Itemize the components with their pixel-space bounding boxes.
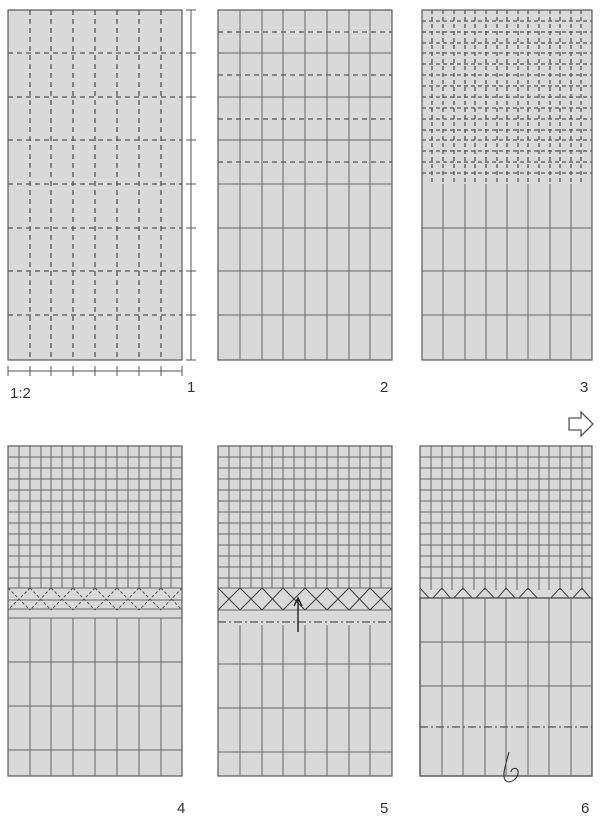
step-number: 2 <box>380 379 389 396</box>
step-number: 5 <box>380 800 389 817</box>
step-number: 3 <box>580 379 589 396</box>
step-1-panel <box>8 10 196 402</box>
scale-label: 1:2 <box>10 385 31 402</box>
step-3-panel <box>422 10 592 396</box>
step-6-panel <box>420 446 592 817</box>
step-number: 4 <box>177 800 186 817</box>
step-4-panel <box>8 446 185 817</box>
step-number: 6 <box>581 800 590 817</box>
measure-bar-horizontal <box>8 366 182 376</box>
step-5-panel <box>218 446 392 817</box>
step-2-panel <box>218 10 392 396</box>
measure-bar-vertical <box>186 10 196 360</box>
arrow-right-outline-icon <box>569 412 593 436</box>
step-number: 1 <box>187 379 196 396</box>
